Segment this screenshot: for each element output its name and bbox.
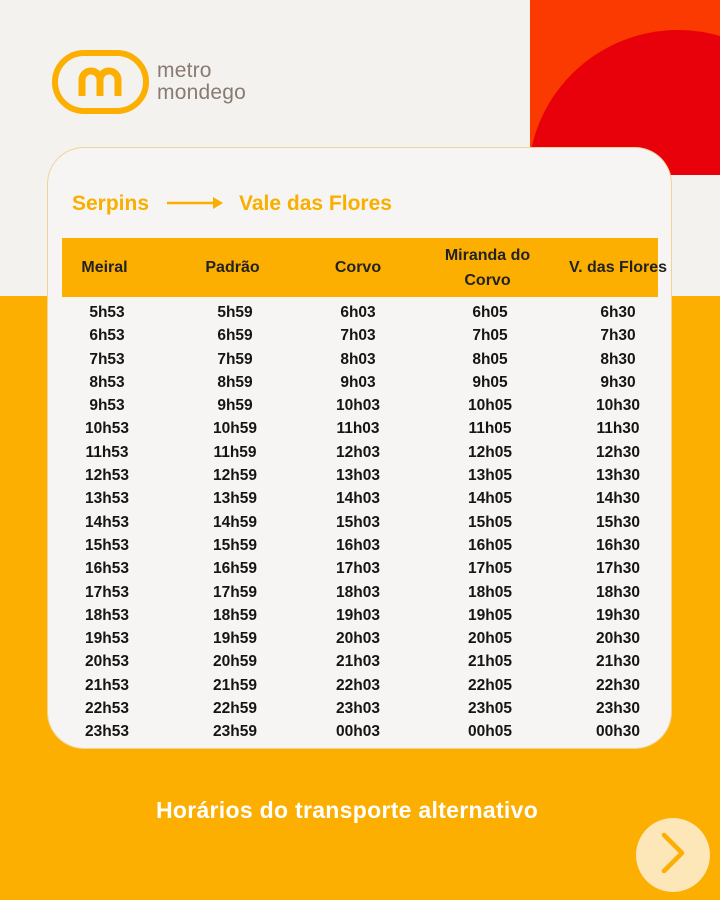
cell-vale-das-flores: 22h30 — [596, 676, 640, 694]
brand-line-2: mondego — [157, 81, 246, 104]
cell-corvo: 11h03 — [336, 420, 380, 438]
cell-miranda: 14h05 — [468, 490, 512, 508]
cell-meiral: 5h53 — [89, 304, 125, 321]
timetable-card — [48, 148, 671, 748]
header-meiral: Meiral — [81, 259, 128, 276]
cell-padrao: 22h59 — [213, 700, 257, 718]
cell-miranda: 6h05 — [472, 304, 508, 321]
cell-corvo: 14h03 — [336, 490, 380, 508]
cell-vale-das-flores: 12h30 — [596, 443, 640, 461]
cell-miranda: 15h05 — [468, 513, 512, 531]
cell-padrao: 20h59 — [213, 653, 257, 671]
cell-vale-das-flores: 19h30 — [596, 606, 640, 624]
cell-meiral: 8h53 — [89, 373, 125, 391]
cell-meiral: 6h53 — [89, 327, 125, 345]
cell-miranda: 13h05 — [468, 467, 512, 485]
table-row — [62, 581, 658, 604]
cell-padrao: 8h59 — [217, 373, 253, 391]
cell-corvo: 18h03 — [336, 583, 380, 601]
cell-meiral: 22h53 — [85, 700, 129, 718]
footer-title: Horários do transporte alternativo — [155, 797, 539, 823]
cell-corvo: 8h03 — [340, 350, 376, 368]
cell-corvo: 19h03 — [336, 606, 380, 624]
cell-corvo: 13h03 — [336, 467, 380, 485]
cell-meiral: 19h53 — [85, 630, 129, 648]
cell-vale-das-flores: 10h30 — [596, 397, 640, 415]
cell-miranda: 12h05 — [468, 443, 512, 461]
cell-padrao: 13h59 — [213, 490, 257, 508]
cell-corvo: 7h03 — [340, 327, 376, 345]
cell-corvo: 21h03 — [336, 653, 380, 671]
cell-padrao: 17h59 — [213, 583, 257, 601]
table-row — [62, 511, 658, 534]
route-origin: Serpins — [72, 192, 150, 215]
cell-vale-das-flores: 7h30 — [600, 327, 636, 345]
cell-vale-das-flores: 23h30 — [596, 700, 640, 718]
cell-meiral: 11h53 — [85, 443, 129, 461]
cell-padrao: 14h59 — [213, 513, 257, 531]
cell-meiral: 16h53 — [85, 560, 129, 578]
cell-padrao: 23h59 — [213, 723, 257, 741]
cell-corvo: 16h03 — [336, 536, 380, 554]
brand-wordmark — [157, 60, 246, 104]
table-row — [62, 697, 658, 720]
cell-miranda: 20h05 — [468, 630, 512, 648]
cell-vale-das-flores: 6h30 — [600, 304, 636, 321]
table-row — [62, 441, 658, 464]
cell-padrao: 11h59 — [213, 443, 257, 461]
cell-corvo: 10h03 — [336, 397, 380, 415]
cell-miranda: 18h05 — [468, 583, 512, 601]
metro-logo-icon — [52, 50, 149, 114]
brand-logo — [52, 50, 246, 114]
cell-meiral: 7h53 — [89, 350, 125, 368]
cell-vale-das-flores: 15h30 — [596, 513, 640, 531]
table-row — [62, 371, 658, 394]
cell-meiral: 13h53 — [85, 490, 129, 508]
cell-vale-das-flores: 17h30 — [596, 560, 640, 578]
cell-padrao: 12h59 — [213, 467, 257, 485]
cell-vale-das-flores: 8h30 — [600, 350, 636, 368]
cell-meiral: 9h53 — [89, 397, 125, 415]
header-miranda-do-corvo: Miranda do Corvo — [444, 246, 531, 289]
cell-meiral: 17h53 — [85, 583, 129, 601]
table-row — [62, 348, 658, 371]
cell-padrao: 6h59 — [217, 327, 253, 345]
cell-padrao: 21h59 — [213, 676, 257, 694]
cell-vale-das-flores: 00h30 — [596, 723, 640, 741]
arrow-right-icon — [167, 192, 225, 216]
cell-padrao: 16h59 — [213, 560, 257, 578]
table-row — [62, 720, 658, 743]
table-row — [62, 627, 658, 650]
cell-padrao: 7h59 — [217, 350, 253, 368]
table-row — [62, 604, 658, 627]
cell-corvo: 15h03 — [336, 513, 380, 531]
cell-vale-das-flores: 9h30 — [600, 373, 636, 391]
cell-vale-das-flores: 11h30 — [596, 420, 640, 438]
header-padrao: Padrão — [205, 259, 260, 276]
table-row — [62, 674, 658, 697]
timetable-rows — [62, 301, 658, 744]
cell-corvo: 00h03 — [336, 723, 380, 741]
cell-corvo: 9h03 — [340, 373, 376, 391]
cell-miranda: 17h05 — [468, 560, 512, 578]
cell-miranda: 23h05 — [468, 700, 512, 718]
cell-corvo: 23h03 — [336, 700, 380, 718]
cell-vale-das-flores: 20h30 — [596, 630, 640, 648]
cell-miranda: 10h05 — [468, 397, 512, 415]
table-row — [62, 324, 658, 347]
brand-line-1: metro — [157, 59, 212, 82]
table-row — [62, 417, 658, 440]
cell-padrao: 19h59 — [213, 630, 257, 648]
cell-corvo: 20h03 — [336, 630, 380, 648]
cell-padrao: 10h59 — [213, 420, 257, 438]
cell-meiral: 10h53 — [85, 420, 129, 438]
cell-meiral: 14h53 — [85, 513, 129, 531]
table-row — [62, 301, 658, 324]
cell-padrao: 9h59 — [217, 397, 253, 415]
cell-corvo: 17h03 — [336, 560, 380, 578]
cell-padrao: 15h59 — [213, 536, 257, 554]
cell-vale-das-flores: 14h30 — [596, 490, 640, 508]
cell-meiral: 12h53 — [85, 467, 129, 485]
header-corvo: Corvo — [334, 259, 382, 276]
table-row — [62, 650, 658, 673]
cell-miranda: 21h05 — [468, 653, 512, 671]
cell-vale-das-flores: 21h30 — [596, 653, 640, 671]
header-vale-das-flores: V. das Flores — [568, 259, 668, 276]
cell-corvo: 6h03 — [340, 304, 376, 321]
table-row — [62, 534, 658, 557]
cell-miranda: 7h05 — [472, 327, 508, 345]
next-button[interactable] — [636, 818, 710, 892]
cell-miranda: 16h05 — [468, 536, 512, 554]
cell-meiral: 20h53 — [85, 653, 129, 671]
cell-vale-das-flores: 16h30 — [596, 536, 640, 554]
cell-padrao: 18h59 — [213, 606, 257, 624]
route-heading — [72, 192, 392, 216]
cell-padrao: 5h59 — [217, 304, 253, 321]
cell-vale-das-flores: 13h30 — [596, 467, 640, 485]
route-destination: Vale das Flores — [239, 192, 392, 215]
cell-meiral: 18h53 — [85, 606, 129, 624]
cell-miranda: 9h05 — [472, 373, 508, 391]
cell-meiral: 21h53 — [85, 676, 129, 694]
cell-corvo: 12h03 — [336, 443, 380, 461]
cell-corvo: 22h03 — [336, 676, 380, 694]
table-row — [62, 487, 658, 510]
cell-meiral: 23h53 — [85, 723, 129, 741]
cell-vale-das-flores: 18h30 — [596, 583, 640, 601]
table-row — [62, 464, 658, 487]
cell-miranda: 00h05 — [468, 723, 512, 741]
cell-miranda: 19h05 — [468, 606, 512, 624]
table-row — [62, 557, 658, 580]
cell-miranda: 11h05 — [468, 420, 512, 438]
cell-miranda: 22h05 — [468, 676, 512, 694]
timetable-header — [62, 238, 668, 297]
cell-meiral: 15h53 — [85, 536, 129, 554]
chevron-right-icon — [658, 831, 688, 880]
cell-miranda: 8h05 — [472, 350, 508, 368]
table-row — [62, 394, 658, 417]
